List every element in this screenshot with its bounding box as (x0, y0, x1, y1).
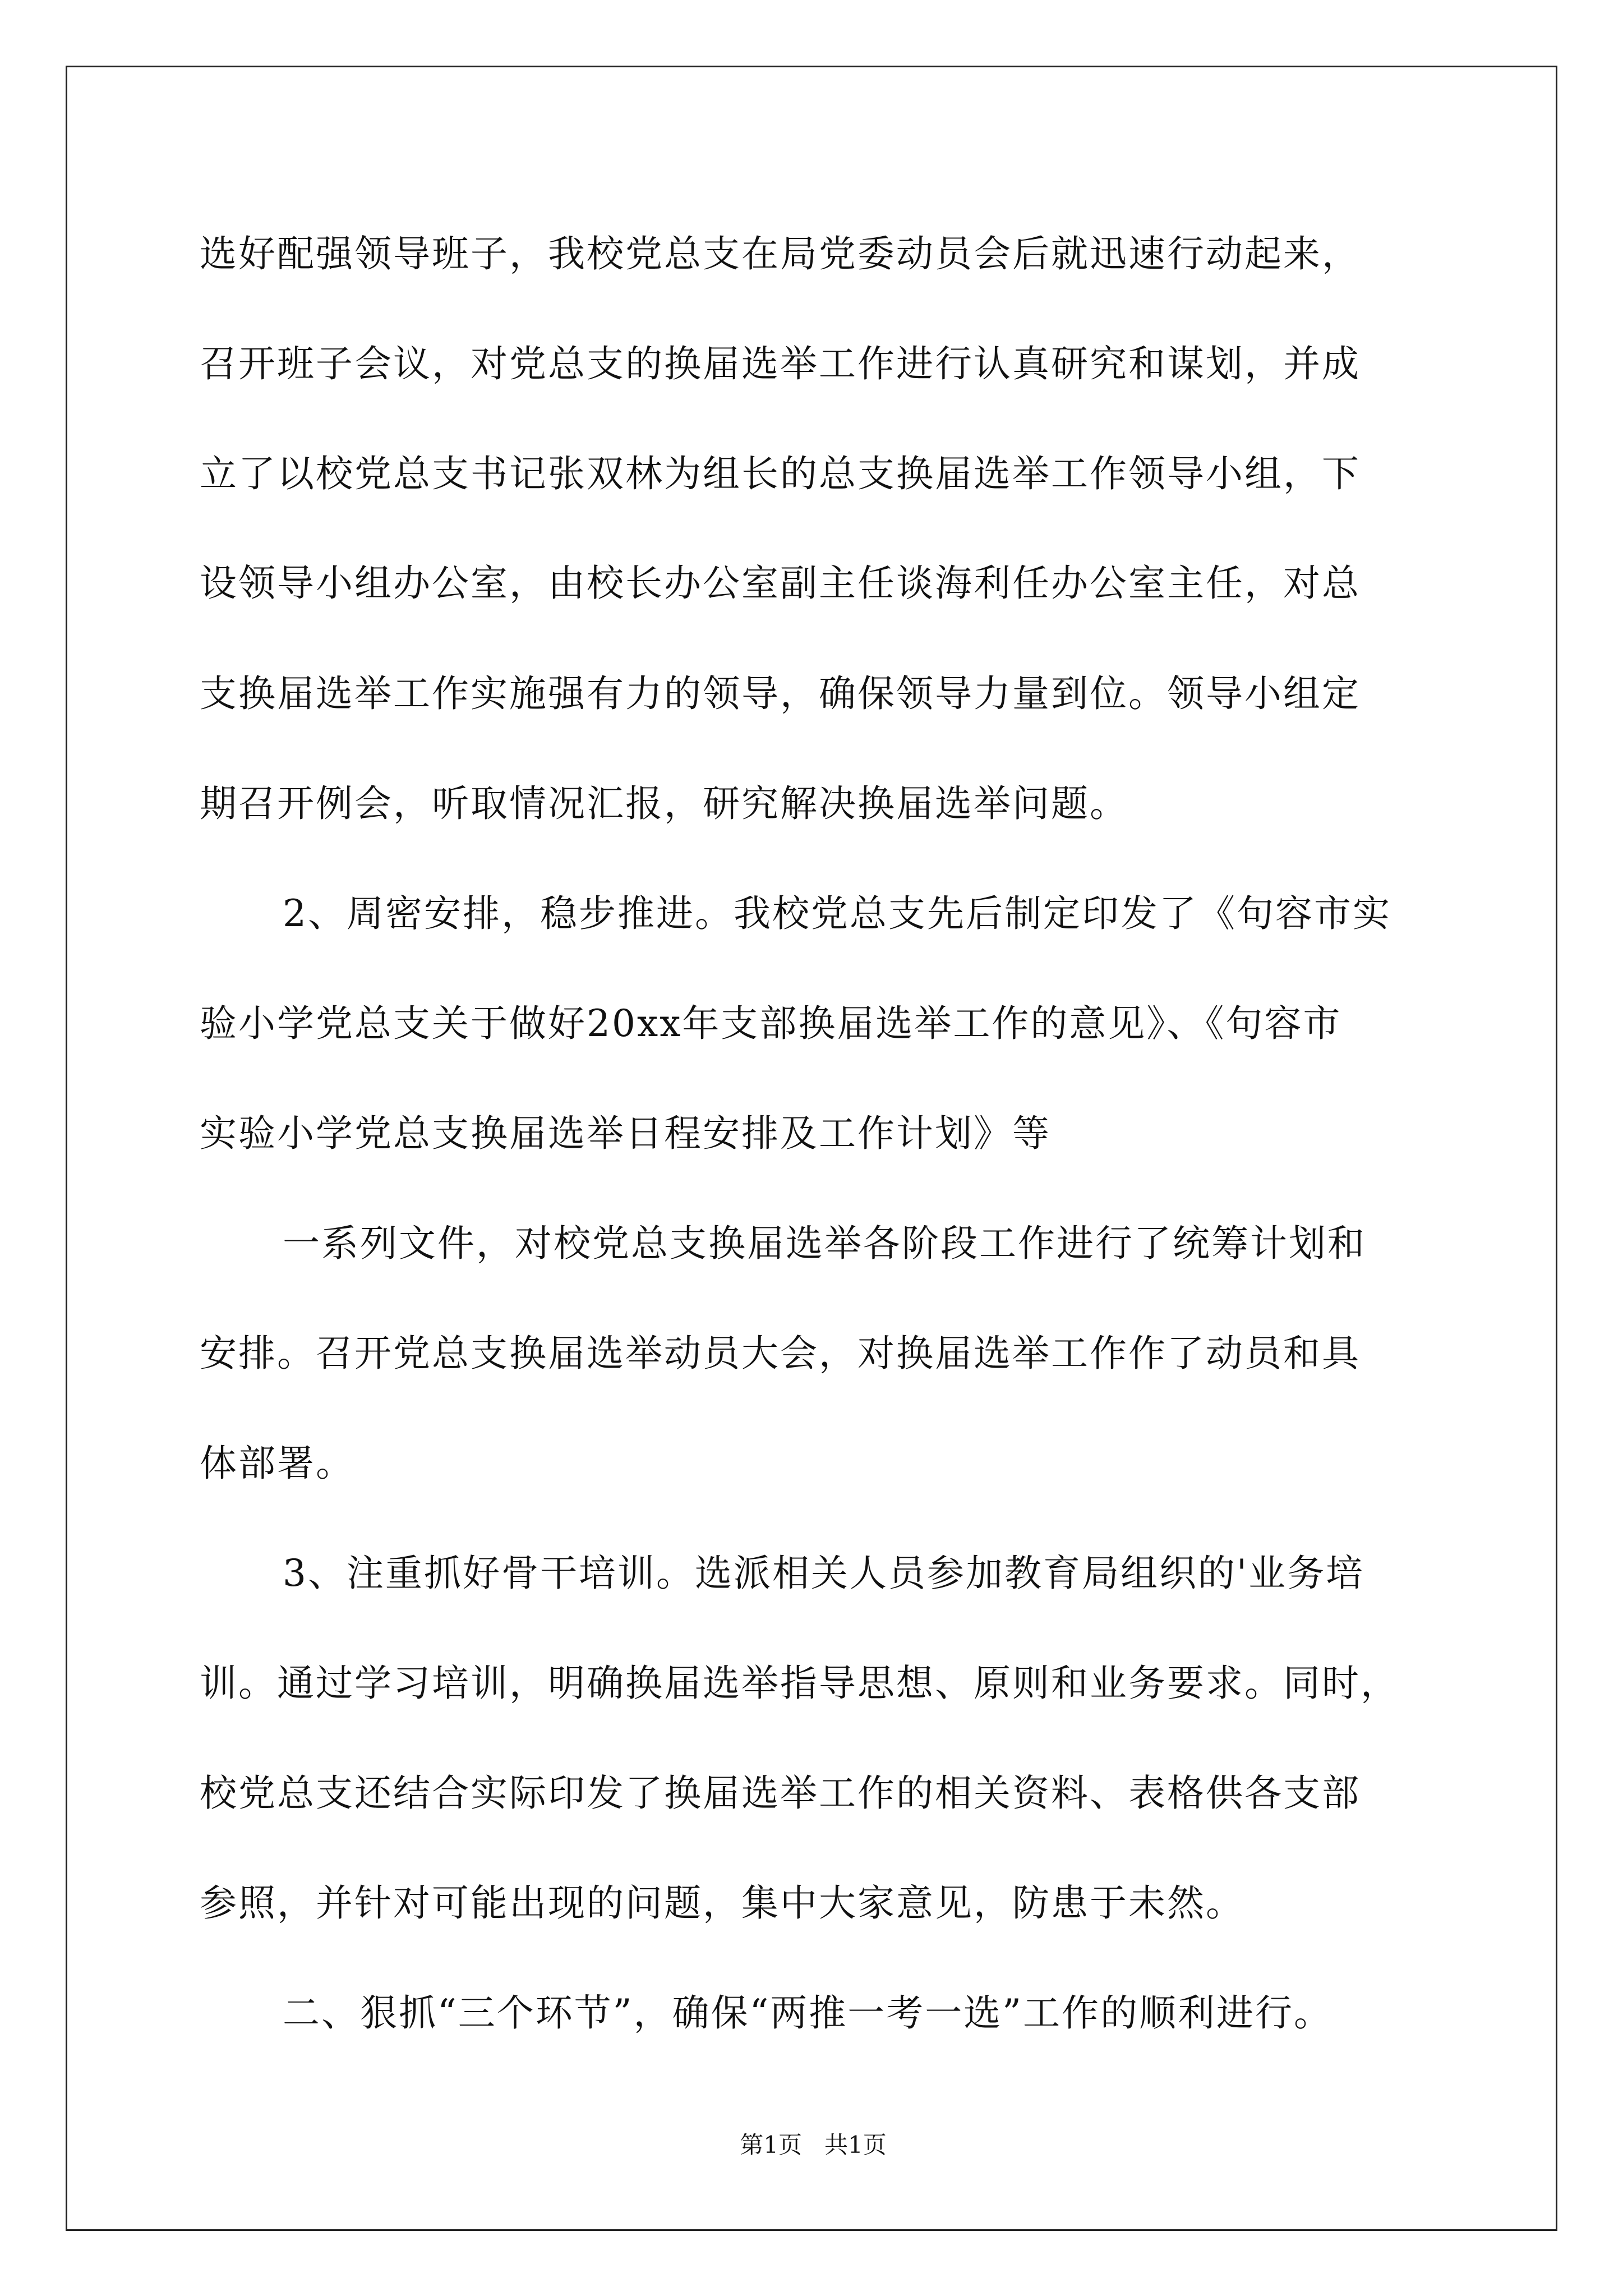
page-frame (66, 66, 1557, 2231)
page-footer: 第1页 共1页 (740, 2131, 887, 2159)
text-line: 校党总支还结合实际印发了换届选举工作的相关资料、表格供各支部 (200, 1772, 1361, 1815)
text-line: 安排。召开党总支换届选举动员大会，对换届选举工作作了动员和具 (200, 1332, 1361, 1375)
paragraph-first-line: 2、周密安排，稳步推进。我校党总支先后制定印发了《句容市实 (283, 892, 1391, 935)
text-line: 实验小学党总支换届选举日程安排及工作计划》等 (200, 1112, 1051, 1155)
text-line: 参照，并针对可能出现的问题，集中大家意见，防患于未然。 (200, 1881, 1244, 1925)
text-line: 支换届选举工作实施强有力的领导，确保领导力量到位。领导小组定 (200, 672, 1361, 715)
text-line: 体部署。 (200, 1442, 354, 1485)
section-heading: 二、狠抓“三个环节”，确保“两推一考一选”工作的顺利进行。 (283, 1991, 1332, 2035)
text-line: 立了以校党总支书记张双林为组长的总支换届选举工作领导小组，下 (200, 452, 1361, 495)
paragraph-first-line: 一系列文件，对校党总支换届选举各阶段工作进行了统筹计划和 (283, 1222, 1366, 1265)
text-line: 设领导小组办公室，由校长办公室副主任谈海利任办公室主任，对总 (200, 562, 1361, 605)
text-line: 期召开例会，听取情况汇报，研究解决换届选举问题。 (200, 782, 1128, 825)
document-body (67, 67, 1559, 2233)
text-line: 选好配强领导班子，我校党总支在局党委动员会后就迅速行动起来， (200, 232, 1361, 275)
text-line: 召开班子会议，对党总支的换届选举工作进行认真研究和谋划，并成 (200, 342, 1361, 385)
paragraph-first-line: 3、注重抓好骨干培训。选派相关人员参加教育局组织的'业务培 (283, 1552, 1365, 1595)
text-line: 训。通过学习培训，明确换届选举指导思想、原则和业务要求。同时， (200, 1662, 1399, 1705)
text-line: 验小学党总支关于做好20xx年支部换届选举工作的意见》、《句容市 (200, 1002, 1342, 1045)
